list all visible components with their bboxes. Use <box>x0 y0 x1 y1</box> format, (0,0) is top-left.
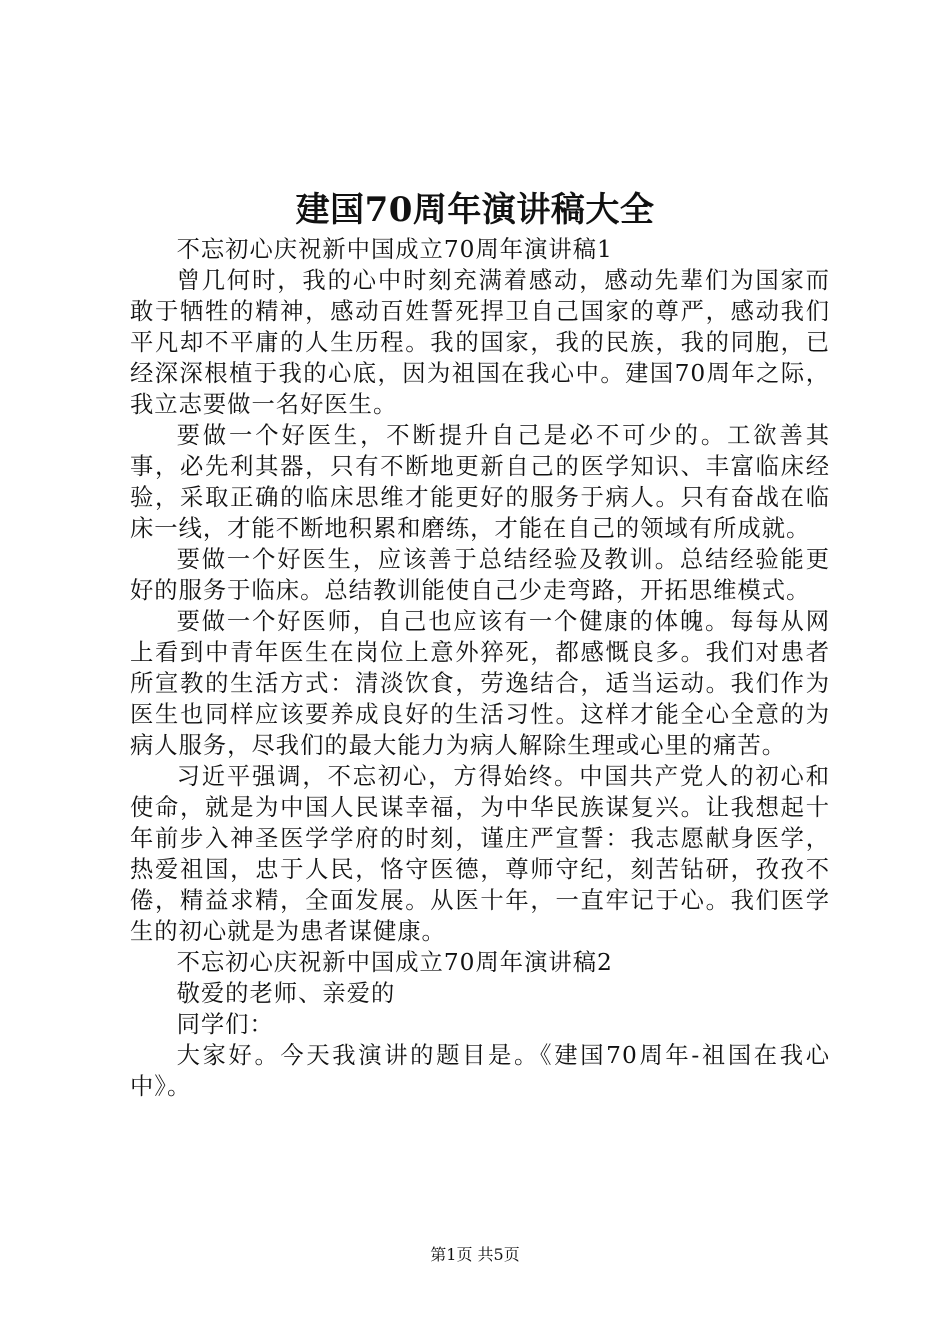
paragraph: 敬爱的老师、亲爱的 <box>176 980 396 1007</box>
paragraph: 要做一个好医生，不断提升自己是必不可少的。工欲善其事，必先利其器，只有不断地更新自己的医学知识、丰富临床经验，采取正确的临床思维才能更好的服务于病人。只有奋战在临床一线，才能不断地积累和磨练，才能在自己的领域有所成就。 <box>130 422 830 542</box>
paragraph: 习近平强调，不忘初心，方得始终。中国共产党人的初心和使命，就是为中国人民谋幸福，为中华民族谋复兴。让我想起十年前步入神圣医学学府的时刻，谨庄严宣誓：我志愿献身医学，热爱祖国，忠于人民，恪守医德，尊师守纪，刻苦钻研，孜孜不倦，精益求精，全面发展。从医十年，一直牢记于心。我们医学生的初心就是为患者谋健康。 <box>130 763 830 945</box>
paragraph: 要做一个好医生，应该善于总结经验及教训。总结经验能更好的服务于临床。总结教训能使自己少走弯路，开拓思维模式。 <box>130 546 830 604</box>
document-body <box>130 234 830 1102</box>
page-title: 建国70周年演讲稿大全 <box>295 190 655 230</box>
paragraph: 大家好。今天我演讲的题目是。《建国70周年-祖国在我心中》。 <box>130 1042 830 1100</box>
paragraph: 同学们： <box>176 1011 274 1038</box>
paragraph: 不忘初心庆祝新中国成立70周年演讲稿2 <box>176 949 613 976</box>
page-footer: 第1页 共5页 <box>430 1245 520 1264</box>
paragraph: 曾几何时，我的心中时刻充满着感动，感动先辈们为国家而敢于牺牲的精神，感动百姓誓死捍卫自己国家的尊严，感动我们平凡却不平庸的人生历程。我的国家，我的民族，我的同胞，已经深深根植于我的心底，因为祖国在我心中。建国70周年之际，我立志要做一名好医生。 <box>130 267 830 418</box>
paragraph: 要做一个好医师，自己也应该有一个健康的体魄。每每从网上看到中青年医生在岗位上意外猝死，都感慨良多。我们对患者所宣教的生活方式：清淡饮食，劳逸结合，适当运动。我们作为医生也同样应该要养成良好的生活习性。这样才能全心全意的为病人服务，尽我们的最大能力为病人解除生理或心里的痛苦。 <box>130 608 830 759</box>
paragraph: 不忘初心庆祝新中国成立70周年演讲稿1 <box>176 236 613 263</box>
